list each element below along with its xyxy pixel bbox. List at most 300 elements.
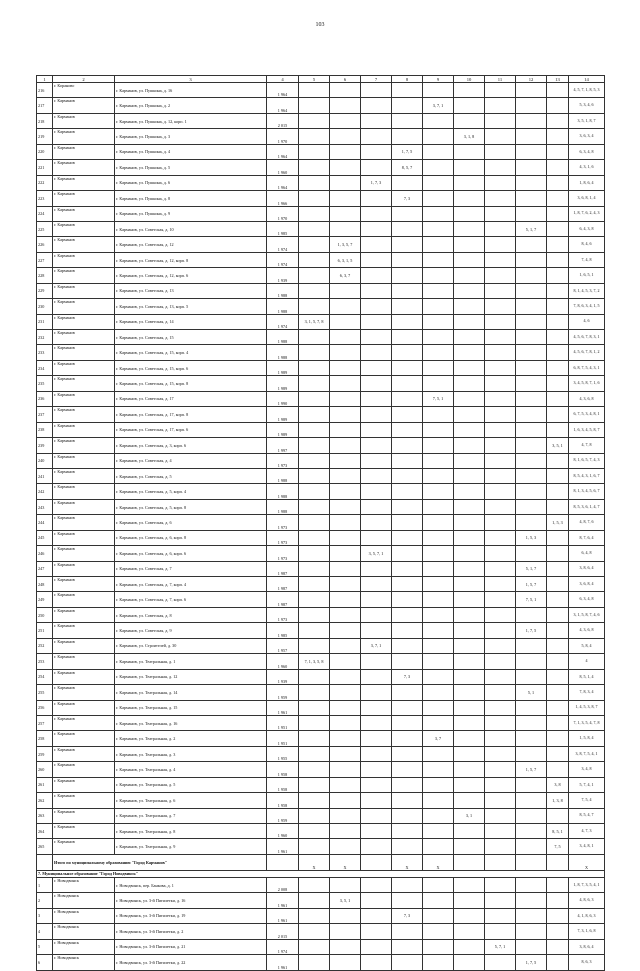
col-13-cell [547, 191, 569, 206]
col-10-cell: 3, 1 [454, 808, 485, 823]
col-11-cell [485, 793, 516, 808]
settlement-cell: г. Карманов [53, 468, 115, 483]
col-14-cell: 8, 7, 6, 4 [569, 530, 605, 545]
year-built-cell: 1 961 [267, 700, 299, 715]
col-9-cell [423, 221, 454, 236]
row-index-cell: 254 [37, 669, 53, 684]
col-12-cell [516, 252, 547, 267]
settlement-cell: г. Карманов [53, 422, 115, 437]
table-row [37, 955, 605, 970]
col-8-cell [392, 83, 423, 98]
column-number-cell: 6 [330, 76, 361, 83]
col-12-cell [516, 453, 547, 468]
col-13-cell [547, 939, 569, 954]
table-row [37, 908, 605, 923]
table-row [37, 638, 605, 653]
col-12-cell: 5, 1, 7 [516, 561, 547, 576]
col-13-cell [547, 314, 569, 329]
col-12-cell [516, 607, 547, 622]
col-14-cell: 1, 6, 5, 1 [569, 268, 605, 283]
col-7-cell [361, 160, 392, 175]
col-8-cell [392, 700, 423, 715]
col-6-cell [330, 669, 361, 684]
col-13-cell [547, 577, 569, 592]
table-row [37, 391, 605, 406]
col-10-cell [454, 654, 485, 669]
row-index-cell: 223 [37, 191, 53, 206]
col-6-cell [330, 908, 361, 923]
col-7-cell [361, 561, 392, 576]
col-8-cell: 7, 3 [392, 191, 423, 206]
settlement-cell: г. Новодвинск [53, 893, 115, 908]
settlement-cell: г. Новодвинск [53, 924, 115, 939]
settlement-cell: г. Карманов [53, 407, 115, 422]
col-5-cell [299, 376, 330, 391]
col-10-cell [454, 83, 485, 98]
col-7-cell [361, 499, 392, 514]
col-8-cell [392, 808, 423, 823]
col-7-cell [361, 685, 392, 700]
row-index-cell: 6 [37, 955, 53, 970]
col-13-cell [547, 623, 569, 638]
year-built-cell: 1 974 [267, 252, 299, 267]
col-11-cell [485, 731, 516, 746]
col-8-cell [392, 824, 423, 839]
settlement-cell: г. Карманов [53, 330, 115, 345]
col-10-cell [454, 700, 485, 715]
col-8-cell [392, 221, 423, 236]
row-index-cell: 264 [37, 824, 53, 839]
col-6-cell [330, 221, 361, 236]
col-14-cell: 6, 4, 3, 8 [569, 221, 605, 236]
col-7-cell [361, 731, 392, 746]
col-8-cell [392, 314, 423, 329]
year-built-cell: 1 989 [267, 360, 299, 375]
col-7-cell [361, 669, 392, 684]
col-11-cell [485, 924, 516, 939]
col-6-cell [330, 592, 361, 607]
col-9-cell [423, 113, 454, 128]
col-9-cell [423, 577, 454, 592]
col-10-cell [454, 669, 485, 684]
col-13-cell [547, 283, 569, 298]
table-row [37, 499, 605, 514]
row-index-cell: 258 [37, 731, 53, 746]
col-13-cell [547, 129, 569, 144]
col-10-cell [454, 98, 485, 113]
col-8-cell [392, 407, 423, 422]
col-11-cell [485, 314, 516, 329]
col-5-cell: 7, 1, 3, 5, 8 [299, 654, 330, 669]
col-9-cell [423, 762, 454, 777]
col-11-cell [485, 546, 516, 561]
address-cell: г. Карманов, ул. Театральная, д. 5 [115, 777, 267, 792]
table-row [37, 592, 605, 607]
settlement-cell: г. Карманов [53, 221, 115, 236]
address-cell: г. Карманов, ул. Советская, д. 9 [115, 623, 267, 638]
col-7-cell [361, 206, 392, 221]
table-row [37, 221, 605, 236]
col-14-cell: 4, 5, 6, 7, 8, 1, 2 [569, 345, 605, 360]
address-cell: г. Новодвинск, ул. 3-й Пятилетки, д. 22 [115, 955, 267, 970]
col-14-cell: 5, 3, 4, 6 [569, 98, 605, 113]
row-index-cell: 247 [37, 561, 53, 576]
col-11-cell [485, 237, 516, 252]
col-13-cell: 7, 5 [547, 839, 569, 854]
col-7-cell [361, 515, 392, 530]
table-row [37, 623, 605, 638]
col-13-cell [547, 83, 569, 98]
col-6-cell [330, 113, 361, 128]
col-6-cell [330, 438, 361, 453]
table-row [37, 654, 605, 669]
col-5-cell [299, 360, 330, 375]
settlement-cell: г. Карманов [53, 793, 115, 808]
col-6-cell [330, 623, 361, 638]
col-12-cell [516, 824, 547, 839]
col-7-cell [361, 592, 392, 607]
settlement-cell: г. Карманов [53, 144, 115, 159]
table-row [37, 877, 605, 892]
col-8-cell: 1, 7, 5 [392, 144, 423, 159]
col-7-cell [361, 83, 392, 98]
col-14-cell: 6, 4, 8 [569, 546, 605, 561]
col-13-cell [547, 422, 569, 437]
col-8-cell [392, 360, 423, 375]
table-row [37, 98, 605, 113]
address-cell: г. Карманов, ул. Театральная, д. 12 [115, 669, 267, 684]
col-9-cell [423, 793, 454, 808]
col-10-cell [454, 607, 485, 622]
col-9-cell [423, 299, 454, 314]
col-13-cell [547, 746, 569, 761]
col-12-cell [516, 746, 547, 761]
settlement-cell: г. Карманов [53, 484, 115, 499]
col-10-cell [454, 955, 485, 970]
col-11-cell [485, 221, 516, 236]
col-12-cell [516, 924, 547, 939]
col-9-cell [423, 893, 454, 908]
col-12-cell: 1, 5, 7 [516, 762, 547, 777]
col-9-cell [423, 955, 454, 970]
col-11-cell [485, 877, 516, 892]
col-5-cell [299, 924, 330, 939]
col-10-cell [454, 345, 485, 360]
col-5-cell [299, 221, 330, 236]
col-10-cell [454, 839, 485, 854]
col-7-cell [361, 407, 392, 422]
col-9-cell [423, 175, 454, 190]
col-14-cell: 4, 7, 8 [569, 438, 605, 453]
col-13-cell [547, 499, 569, 514]
col-12-cell [516, 330, 547, 345]
col-8-cell [392, 376, 423, 391]
table-row [37, 113, 605, 128]
year-built-cell: 1 959 [267, 808, 299, 823]
col-5-cell [299, 237, 330, 252]
col-7-cell [361, 654, 392, 669]
settlement-cell: г. Новодвинск [53, 908, 115, 923]
col-7-cell [361, 237, 392, 252]
col-9-cell [423, 700, 454, 715]
row-index-cell: 253 [37, 654, 53, 669]
col-7-cell [361, 939, 392, 954]
col-6-cell [330, 330, 361, 345]
col-8-cell [392, 561, 423, 576]
col-9-cell [423, 715, 454, 730]
address-cell: г. Карманов, ул. Советская, д. 13 [115, 283, 267, 298]
col-14-cell: 8, 5, 1, 4 [569, 669, 605, 684]
col-11-cell [485, 422, 516, 437]
col-5-cell [299, 623, 330, 638]
col-8-cell [392, 731, 423, 746]
col-8-cell [392, 453, 423, 468]
col-7-cell [361, 700, 392, 715]
col-12-cell: 1, 5, 7 [516, 577, 547, 592]
row-index-cell: 217 [37, 98, 53, 113]
settlement-cell: г. Карманов [53, 762, 115, 777]
col-9-cell [423, 669, 454, 684]
col-5-cell [299, 793, 330, 808]
col-7-cell: 1, 7, 3 [361, 175, 392, 190]
table-row [37, 685, 605, 700]
year-built-cell: 1 964 [267, 175, 299, 190]
year-built-cell: 1 988 [267, 345, 299, 360]
col-14-cell: 7, 8, 3, 4 [569, 685, 605, 700]
col-7-cell [361, 191, 392, 206]
address-cell: г. Карманов, ул. Советская, д. 8 [115, 607, 267, 622]
col-8-cell [392, 939, 423, 954]
year-built-cell: 1 989 [267, 422, 299, 437]
table-row [37, 283, 605, 298]
settlement-cell: г. Карманов [53, 206, 115, 221]
year-built-cell: 1 987 [267, 561, 299, 576]
col-12-cell [516, 129, 547, 144]
col-5-cell [299, 731, 330, 746]
settlement-cell: г. Карманов [53, 638, 115, 653]
col-8-cell [392, 893, 423, 908]
col-8-cell [392, 98, 423, 113]
table-row [37, 299, 605, 314]
col-13-cell [547, 762, 569, 777]
address-cell: г. Карманов, ул. Пушкина, д. 5 [115, 160, 267, 175]
year-built-cell: 1 961 [267, 908, 299, 923]
address-cell: г. Карманов, ул. Театральная, д. 7 [115, 808, 267, 823]
col-14-cell: 4, 3, 1, 6 [569, 160, 605, 175]
col-13-cell [547, 453, 569, 468]
row-index-cell: 232 [37, 330, 53, 345]
address-cell: г. Карманов, ул. Советская, д. 15, корп. 4 [115, 345, 267, 360]
row-index-cell: 5 [37, 939, 53, 954]
column-number-cell: 5 [299, 76, 330, 83]
col-8-cell: 7, 3 [392, 908, 423, 923]
year-built-cell: 1 988 [267, 283, 299, 298]
col-11-cell [485, 700, 516, 715]
col-6-cell [330, 561, 361, 576]
col-10-cell [454, 561, 485, 576]
table-row [37, 484, 605, 499]
address-cell: г. Карманов, ул. Советская, д. 7, корп. 4 [115, 577, 267, 592]
col-11-cell [485, 268, 516, 283]
table-row [37, 793, 605, 808]
settlement-cell: г. Карманов [53, 283, 115, 298]
row-index-cell: 240 [37, 453, 53, 468]
col-5-cell [299, 160, 330, 175]
table-row [37, 700, 605, 715]
col-6-cell [330, 546, 361, 561]
col-6-cell [330, 283, 361, 298]
table-row [37, 808, 605, 823]
col-12-cell [516, 546, 547, 561]
row-index-cell: 222 [37, 175, 53, 190]
col-13-cell [547, 638, 569, 653]
col-14-cell: 1, 6, 3, 4, 5, 8, 7 [569, 422, 605, 437]
col-5-cell [299, 839, 330, 854]
col-9-cell [423, 530, 454, 545]
col-8-cell [392, 607, 423, 622]
row-index-cell: 255 [37, 685, 53, 700]
row-index-cell: 260 [37, 762, 53, 777]
col-9-cell [423, 839, 454, 854]
settlement-cell: г. Карманов [53, 376, 115, 391]
col-7-cell [361, 746, 392, 761]
col-5-cell [299, 561, 330, 576]
col-13-cell [547, 113, 569, 128]
col-12-cell [516, 654, 547, 669]
col-12-cell [516, 715, 547, 730]
col-9-cell [423, 252, 454, 267]
column-number-cell: 1 [37, 76, 53, 83]
col-10-cell [454, 391, 485, 406]
address-cell: г. Карманов, ул. Советская, д. 5, корп. 8 [115, 499, 267, 514]
settlement-cell: г. Карманов [53, 160, 115, 175]
col-6-cell [330, 530, 361, 545]
table-row [37, 237, 605, 252]
col-8-cell [392, 499, 423, 514]
col-7-cell [361, 360, 392, 375]
col-14-cell: 4, 3, 6, 8 [569, 623, 605, 638]
col-7-cell [361, 577, 392, 592]
settlement-cell: г. Карманов [53, 685, 115, 700]
row-index-cell: 228 [37, 268, 53, 283]
year-built-cell: 1 955 [267, 746, 299, 761]
row-index-cell: 248 [37, 577, 53, 592]
col-9-cell [423, 206, 454, 221]
col-9-cell [423, 924, 454, 939]
col-11-cell [485, 360, 516, 375]
col-8-cell [392, 468, 423, 483]
year-built-cell: 1 989 [267, 407, 299, 422]
address-cell: г. Карманов, ул. Пушкина, д. 16 [115, 83, 267, 98]
col-12-cell [516, 839, 547, 854]
col-7-cell: 3, 7, 1 [361, 638, 392, 653]
col-8-cell [392, 793, 423, 808]
col-10-cell [454, 515, 485, 530]
col-10-cell [454, 191, 485, 206]
col-11-cell [485, 530, 516, 545]
table-row [37, 530, 605, 545]
col-10-cell [454, 283, 485, 298]
col-5-cell [299, 893, 330, 908]
col-11-cell [485, 654, 516, 669]
total-mark-cell [485, 854, 516, 870]
address-cell: г. Карманов, ул. Театральная, д. 3 [115, 746, 267, 761]
col-8-cell [392, 252, 423, 267]
col-5-cell [299, 468, 330, 483]
col-5-cell [299, 113, 330, 128]
settlement-cell: г. Карманов [53, 129, 115, 144]
col-13-cell [547, 330, 569, 345]
col-6-cell: 3, 5, 1 [330, 893, 361, 908]
col-12-cell [516, 893, 547, 908]
year-built-cell: 2 015 [267, 113, 299, 128]
settlement-cell: г. Новодвинск [53, 939, 115, 954]
table-row [37, 746, 605, 761]
col-5-cell [299, 453, 330, 468]
address-cell: г. Новодвинск, ул. 3-й Пятилетки, д. 2 [115, 924, 267, 939]
year-built-cell: 1 974 [267, 314, 299, 329]
settlement-cell: г. Карманов [53, 623, 115, 638]
row-index-cell: 243 [37, 499, 53, 514]
col-8-cell [392, 268, 423, 283]
col-6-cell [330, 577, 361, 592]
col-10-cell [454, 144, 485, 159]
col-13-cell: 3, 5, 1 [547, 438, 569, 453]
col-6-cell [330, 762, 361, 777]
col-12-cell [516, 391, 547, 406]
col-6-cell [330, 808, 361, 823]
table-row [37, 731, 605, 746]
col-11-cell [485, 715, 516, 730]
col-5-cell [299, 824, 330, 839]
col-13-cell [547, 360, 569, 375]
col-14-cell: 3, 1, 5, 8, 7, 4, 6 [569, 607, 605, 622]
col-14-cell: 4 [569, 654, 605, 669]
col-9-cell [423, 746, 454, 761]
col-5-cell [299, 638, 330, 653]
col-5-cell [299, 283, 330, 298]
col-6-cell [330, 468, 361, 483]
col-6-cell [330, 422, 361, 437]
col-9-cell [423, 592, 454, 607]
row-index-cell: 227 [37, 252, 53, 267]
year-built-cell: 1 961 [267, 839, 299, 854]
settlement-cell: г. Карманов [53, 577, 115, 592]
col-9-cell: 3, 7, 1 [423, 98, 454, 113]
address-cell: г. Карманов, ул. Пушкина, д. 6 [115, 175, 267, 190]
col-10-cell [454, 206, 485, 221]
address-cell: г. Карманов, ул. Строителей, д. 30 [115, 638, 267, 653]
col-13-cell [547, 391, 569, 406]
col-7-cell [361, 113, 392, 128]
settlement-cell: г. Карманов [53, 237, 115, 252]
col-12-cell [516, 376, 547, 391]
col-6-cell: 6, 3, 1, 5 [330, 252, 361, 267]
row-index-cell: 229 [37, 283, 53, 298]
col-12-cell [516, 638, 547, 653]
year-built-cell: 1 974 [267, 939, 299, 954]
col-7-cell [361, 877, 392, 892]
col-5-cell [299, 129, 330, 144]
col-14-cell: 8, 1, 6, 5, 7, 4, 3 [569, 453, 605, 468]
col-8-cell [392, 924, 423, 939]
col-9-cell [423, 877, 454, 892]
col-5-cell [299, 422, 330, 437]
address-cell: г. Карманов, ул. Театральная, д. 15 [115, 700, 267, 715]
col-10-cell [454, 577, 485, 592]
column-number-cell: 10 [454, 76, 485, 83]
col-12-cell [516, 468, 547, 483]
